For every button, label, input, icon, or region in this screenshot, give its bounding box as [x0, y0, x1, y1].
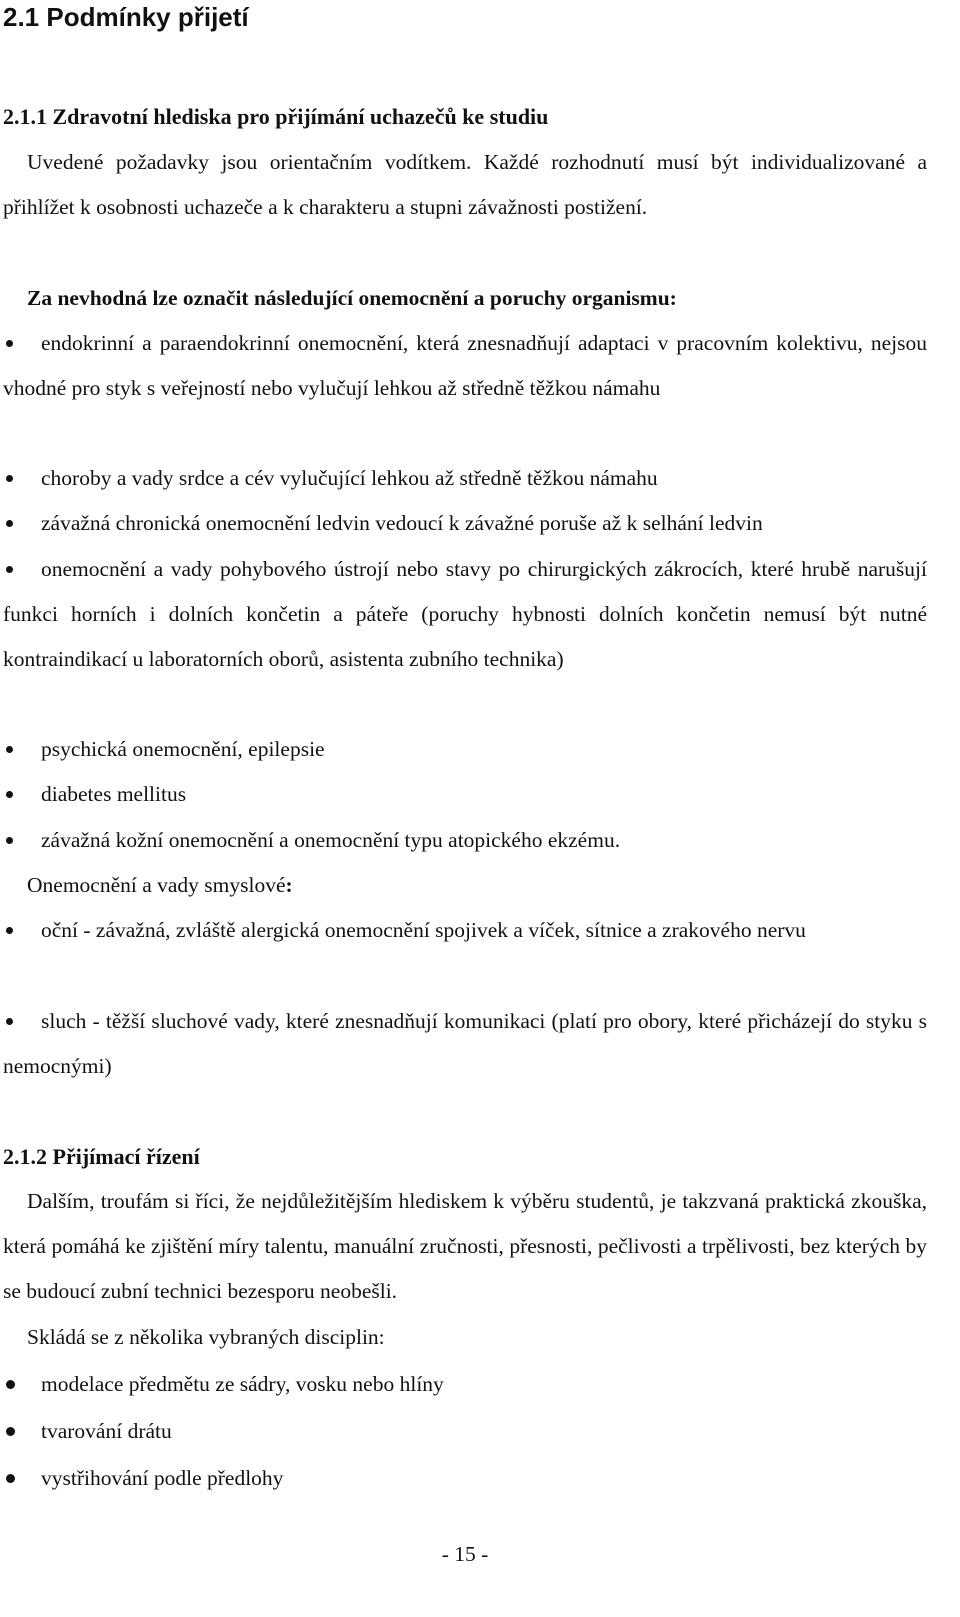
list-item-text: modelace předmětu ze sádry, vosku nebo hlíny	[41, 1372, 444, 1396]
sensory-conditions-heading	[3, 863, 927, 908]
page-number: - 15 -	[441, 1542, 489, 1566]
bullet-icon	[3, 501, 41, 546]
list-item	[3, 321, 927, 411]
section-heading-health: 2.1.1 Zdravotní hlediska pro přijímání uchazečů ke studiu	[3, 104, 549, 129]
health-intro-paragraph: Uvedené požadavky jsou orientačním vodítkem. Každé rozhodnutí musí být individualizované a přihlížet k osobnosti uchazeče a k charakteru a stupni závažnosti postižení.	[3, 150, 927, 219]
list-item	[3, 727, 927, 772]
list-item	[3, 818, 927, 863]
bullet-icon	[3, 547, 41, 592]
bullet-icon	[3, 818, 41, 863]
list-item	[3, 501, 927, 546]
list-item-text: endokrinní a paraendokrinní onemocnění, která znesnadňují adaptaci v pracovním kolektivu, nejsou vhodné pro styk s veřejností nebo vylučují lehkou až středně těžkou námahu	[3, 331, 927, 400]
list-item-text: onemocnění a vady pohybového ústrojí nebo stavy po chirurgických zákrocích, které hrubě narušují funkci horních i dolních končetin a páteře (poruchy hybnosti dolních končetin nemusí být nutné kontraindikací u laboratorních oborů, asistenta zubního technika)	[3, 557, 927, 671]
list-item	[3, 1362, 927, 1407]
list-item-text: závažná kožní onemocnění a onemocnění typu atopického ekzému.	[41, 828, 621, 852]
list-item-text: závažná chronická onemocnění ledvin vedoucí k závažné poruše až k selhání ledvin	[41, 511, 763, 535]
list-item	[3, 908, 927, 953]
bullet-icon	[3, 1456, 41, 1501]
list-item-text: sluch - těžší sluchové vady, které znesnadňují komunikaci (platí pro obory, které přicházejí do styku s nemocnými)	[3, 1009, 927, 1078]
bullet-icon	[3, 456, 41, 501]
bullet-icon	[3, 727, 41, 772]
disciplines-heading: Skládá se z několika vybraných disciplin:	[27, 1325, 385, 1349]
list-item-text: vystřihování podle předlohy	[41, 1466, 284, 1490]
chapter-heading: 2.1 Podmínky přijetí	[3, 2, 249, 32]
bullet-icon	[3, 772, 41, 817]
list-item-text: diabetes mellitus	[41, 782, 187, 806]
bullet-icon	[3, 908, 41, 953]
list-item	[3, 547, 927, 682]
bullet-icon	[3, 1409, 41, 1454]
list-item-text: choroby a vady srdce a cév vylučující lehkou až středně těžkou námahu	[41, 466, 658, 490]
bullet-icon	[3, 1362, 41, 1407]
list-item-text: tvarování drátu	[41, 1419, 172, 1443]
list-item	[3, 1409, 927, 1454]
list-item	[3, 772, 927, 817]
list-item	[3, 1456, 927, 1501]
section-heading-admission: 2.1.2 Přijímací řízení	[3, 1144, 200, 1169]
list-item	[3, 999, 927, 1089]
list-item	[3, 456, 927, 501]
unsuitable-conditions-heading: Za nevhodná lze označit následující onemocnění a poruchy organismu:	[27, 286, 677, 310]
list-item-text: psychická onemocnění, epilepsie	[41, 737, 325, 761]
sensory-heading-text: Onemocnění a vady smyslové	[27, 873, 286, 897]
bullet-icon	[3, 999, 41, 1044]
bullet-icon	[3, 321, 41, 366]
list-item-text: oční - závažná, zvláště alergická onemocnění spojivek a víček, sítnice a zrakového nervu	[41, 918, 806, 942]
admission-intro-paragraph: Dalším, troufám si říci, že nejdůležitějším hlediskem k výběru studentů, je takzvaná praktická zkouška, která pomáhá ke zjištění míry talentu, manuální zručnosti, přesnosti, pečlivosti a trpělivosti, bez kterých by se budoucí zubní technici bezesporu neobešli.	[3, 1189, 927, 1303]
sensory-heading-colon: :	[285, 873, 293, 897]
